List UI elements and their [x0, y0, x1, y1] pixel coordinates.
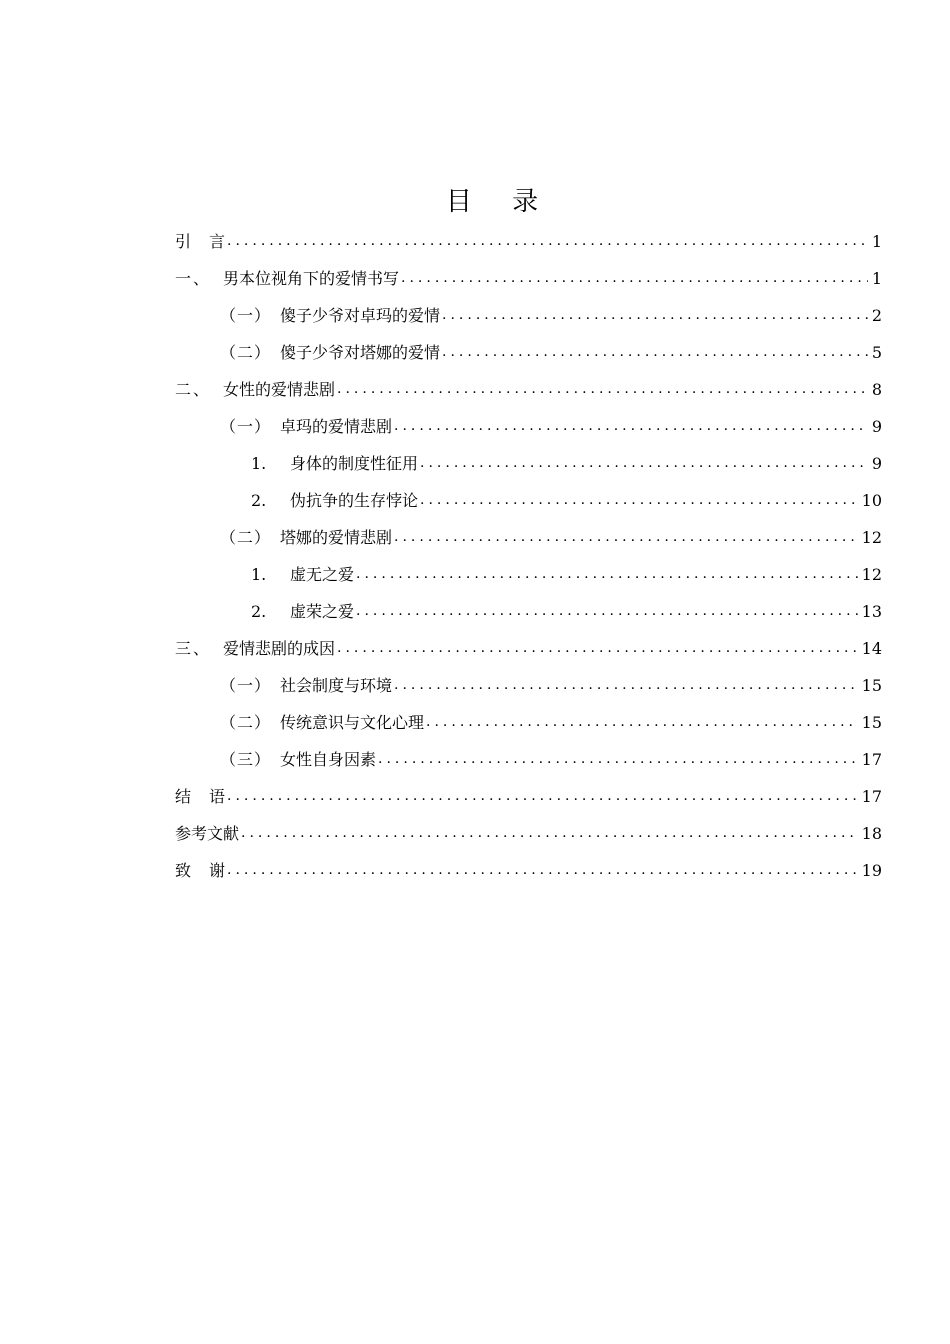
toc-entry-subsection-2-2-2[interactable] [175, 593, 882, 630]
toc-entry-number: （二） [220, 343, 272, 362]
toc-leader-dots [394, 519, 858, 556]
toc-entry-section-2-1[interactable] [175, 408, 882, 445]
toc-leader-dots [356, 556, 858, 593]
toc-entry-chapter-3[interactable] [175, 630, 882, 667]
toc-entry-label: 虚无之爱 [290, 565, 355, 584]
toc-leader-dots [394, 667, 858, 704]
toc-entry-label: 男本位视角下的爱情书写 [223, 269, 400, 288]
toc-entry-page: 17 [861, 750, 882, 769]
toc-entry-number: （一） [220, 417, 272, 436]
toc-entry-label: 结语 [175, 787, 244, 806]
toc-entry-label: 傻子少爷对塔娜的爱情 [280, 343, 441, 362]
toc-entry-number: （二） [220, 713, 272, 732]
toc-entry-chapter-2[interactable] [175, 371, 882, 408]
toc-entry-page: 19 [861, 861, 882, 880]
toc-entry-number: （一） [220, 306, 272, 325]
toc-leader-dots [426, 704, 858, 741]
toc-entry-references[interactable] [175, 815, 882, 852]
toc-entry-subsection-2-2-1[interactable] [175, 556, 882, 593]
toc-entry-number: 2. [251, 602, 267, 621]
toc-entry-label: 社会制度与环境 [280, 676, 393, 695]
toc-entry-number: 一、 [175, 269, 212, 288]
toc-entry-page: 17 [861, 787, 882, 806]
toc-entry-page: 1 [871, 232, 882, 251]
toc-entry-label: 引言 [175, 232, 244, 251]
toc-leader-dots [227, 223, 868, 260]
toc-leader-dots [227, 852, 858, 889]
toc-leader-dots [227, 778, 858, 815]
toc-entry-subsection-2-1-2[interactable] [175, 482, 882, 519]
toc-entry-page: 9 [871, 417, 882, 436]
toc-entry-section-3-1[interactable] [175, 667, 882, 704]
toc-entry-label: 塔娜的爱情悲剧 [280, 528, 393, 547]
toc-entry-label: 女性的爱情悲剧 [223, 380, 336, 399]
toc-leader-dots [337, 371, 868, 408]
toc-entry-page: 15 [861, 713, 882, 732]
toc-leader-dots [337, 630, 858, 667]
toc-title: 目 录 [445, 187, 555, 217]
toc-entry-page: 13 [861, 602, 882, 621]
toc-leader-dots [442, 334, 868, 371]
toc-entry-label: 卓玛的爱情悲剧 [280, 417, 393, 436]
toc-entry-page: 12 [861, 528, 882, 547]
toc-entry-label: 伪抗争的生存悖论 [290, 491, 419, 510]
toc-entry-page: 9 [871, 454, 882, 473]
toc-entry-section-3-3[interactable] [175, 741, 882, 778]
toc-entry-section-2-2[interactable] [175, 519, 882, 556]
toc-entry-page: 8 [871, 380, 882, 399]
toc-leader-dots [420, 445, 868, 482]
toc-leader-dots [401, 260, 868, 297]
toc-entry-number: （一） [220, 676, 272, 695]
toc-entry-label: 虚荣之爱 [290, 602, 355, 621]
toc-entry-subsection-2-1-1[interactable] [175, 445, 882, 482]
toc-list [175, 223, 882, 889]
toc-entry-label: 致谢 [175, 861, 244, 880]
toc-entry-number: 二、 [175, 380, 212, 399]
toc-entry-chapter-1[interactable] [175, 260, 882, 297]
toc-entry-page: 18 [861, 824, 882, 843]
toc-entry-page: 15 [861, 676, 882, 695]
toc-entry-number: 1. [251, 454, 267, 473]
toc-leader-dots [356, 593, 858, 630]
toc-entry-conclusion[interactable] [175, 778, 882, 815]
toc-entry-number: 2. [251, 491, 267, 510]
toc-entry-label: 爱情悲剧的成因 [223, 639, 336, 658]
toc-entry-page: 5 [871, 343, 882, 362]
toc-leader-dots [241, 815, 858, 852]
toc-entry-page: 2 [871, 306, 882, 325]
toc-leader-dots [442, 297, 868, 334]
toc-entry-label: 传统意识与文化心理 [280, 713, 425, 732]
toc-leader-dots [420, 482, 858, 519]
toc-entry-number: 1. [251, 565, 267, 584]
toc-entry-introduction[interactable] [175, 223, 882, 260]
toc-entry-acknowledgements[interactable] [175, 852, 882, 889]
toc-entry-label: 女性自身因素 [280, 750, 377, 769]
toc-entry-label: 傻子少爷对卓玛的爱情 [280, 306, 441, 325]
toc-entry-section-3-2[interactable] [175, 704, 882, 741]
toc-entry-page: 14 [861, 639, 882, 658]
toc-entry-label: 参考文献 [175, 824, 240, 843]
toc-entry-page: 1 [871, 269, 882, 288]
toc-entry-page: 12 [861, 565, 882, 584]
toc-entry-number: （三） [220, 750, 272, 769]
toc-entry-number: 三、 [175, 639, 212, 658]
toc-leader-dots [394, 408, 868, 445]
toc-entry-section-1-1[interactable] [175, 297, 882, 334]
toc-entry-page: 10 [861, 491, 882, 510]
toc-entry-section-1-2[interactable] [175, 334, 882, 371]
toc-entry-label: 身体的制度性征用 [290, 454, 419, 473]
toc-leader-dots [378, 741, 858, 778]
toc-entry-number: （二） [220, 528, 272, 547]
